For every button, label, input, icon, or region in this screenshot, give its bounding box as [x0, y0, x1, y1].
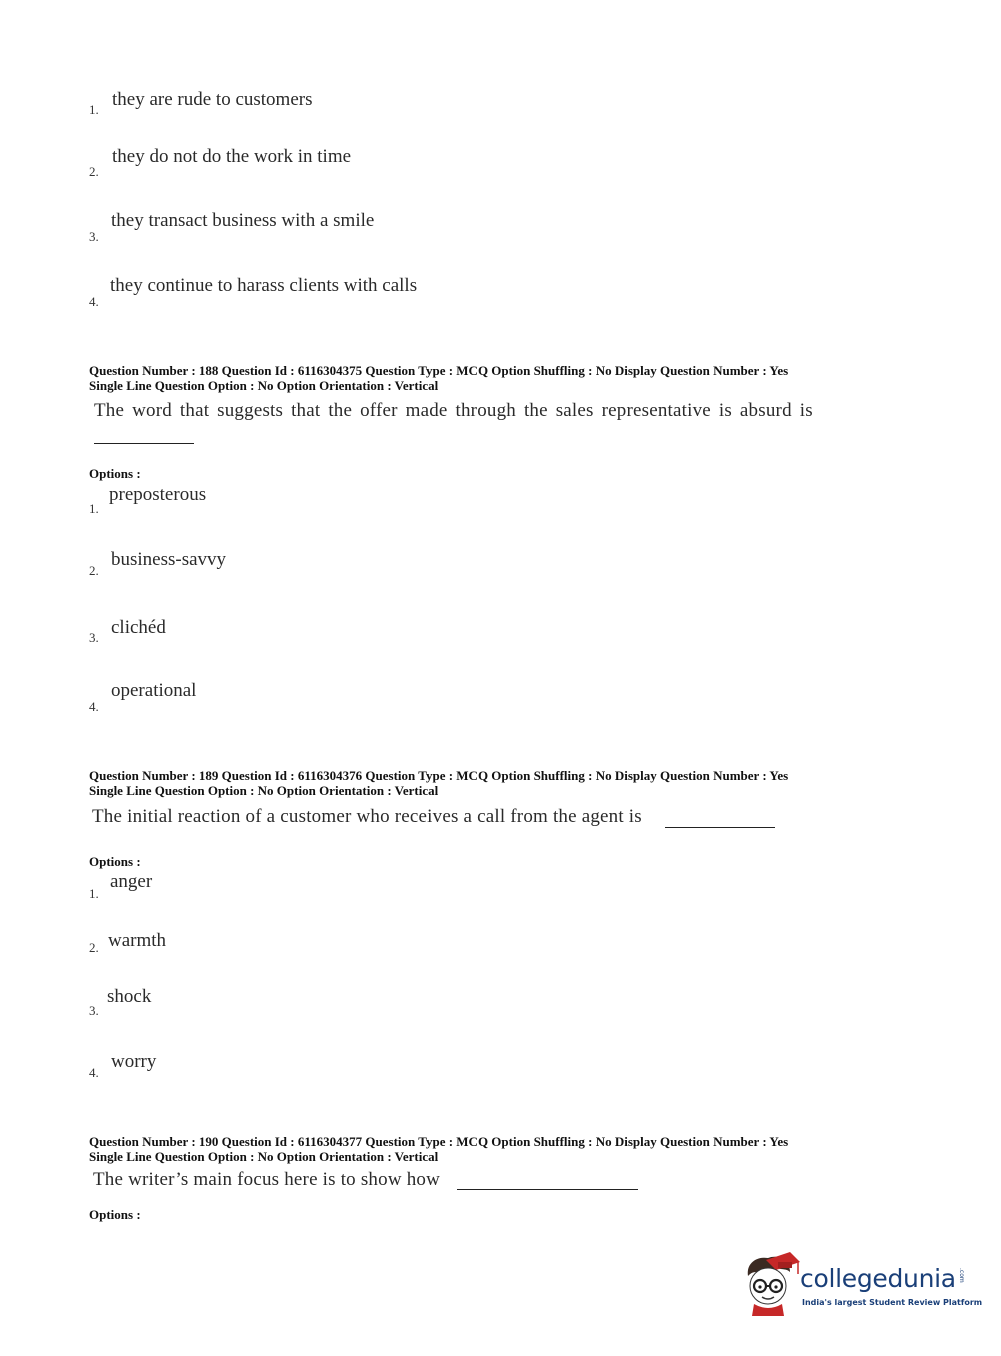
- options-label: Options :: [89, 854, 141, 869]
- option-text: operational: [111, 680, 197, 701]
- question-meta-line-2: Single Line Question Option : No Option Orientation : Vertical: [89, 1149, 439, 1164]
- option-number: 1.: [89, 501, 99, 516]
- answer-blank: [94, 443, 194, 444]
- answer-blank: [457, 1189, 638, 1190]
- option-number: 2.: [89, 563, 99, 578]
- option-number: 2.: [89, 164, 99, 179]
- option-text: business-savvy: [111, 549, 227, 570]
- option-number: 4.: [89, 294, 99, 309]
- options-label: Options :: [89, 1207, 141, 1222]
- option-number: 2.: [89, 940, 99, 955]
- option-number: 4.: [89, 699, 99, 714]
- question-meta: [89, 1134, 788, 1164]
- option-text: worry: [111, 1051, 157, 1072]
- option-text: shock: [107, 986, 152, 1007]
- option-text: they are rude to customers: [112, 89, 313, 110]
- option-text: warmth: [108, 930, 167, 951]
- collegedunia-logo: [740, 1250, 983, 1316]
- logo-tagline: India's largest Student Review Platform: [802, 1298, 983, 1307]
- option-text: clichéd: [111, 617, 166, 638]
- mascot-icon: [740, 1250, 802, 1316]
- logo-com: .com: [958, 1268, 965, 1283]
- question-meta: [89, 768, 788, 798]
- option-text: anger: [110, 871, 153, 892]
- option-text: they transact business with a smile: [111, 210, 375, 231]
- option-text: preposterous: [109, 484, 207, 505]
- option-number: 4.: [89, 1065, 99, 1080]
- logo-wordmark: collegedunia: [800, 1264, 956, 1293]
- question-meta-line-1: Question Number : 189 Question Id : 6116304376 Question Type : MCQ Option Shuffling : No Display Question Number : Yes: [89, 768, 789, 783]
- option-text: they continue to harass clients with calls: [110, 275, 418, 296]
- option-number: 3.: [89, 630, 99, 645]
- question-text: The word that suggests that the offer made through the sales representative is absurd is: [94, 400, 813, 421]
- option-number: 1.: [89, 886, 99, 901]
- options-label: Options :: [89, 466, 141, 481]
- answer-blank: [665, 827, 775, 828]
- option-number: 3.: [89, 1003, 99, 1018]
- option-number: 1.: [89, 102, 99, 117]
- question-text: The initial reaction of a customer who receives a call from the agent is: [92, 806, 642, 827]
- question-meta-line-1: Question Number : 190 Question Id : 6116304377 Question Type : MCQ Option Shuffling : No Display Question Number : Yes: [89, 1134, 789, 1149]
- question-text: The writer’s main focus here is to show how: [93, 1169, 441, 1190]
- question-meta: [89, 363, 788, 393]
- question-meta-line-2: Single Line Question Option : No Option Orientation : Vertical: [89, 378, 439, 393]
- question-meta-line-1: Question Number : 188 Question Id : 6116304375 Question Type : MCQ Option Shuffling : No Display Question Number : Yes: [89, 363, 789, 378]
- option-text: they do not do the work in time: [112, 146, 352, 167]
- option-number: 3.: [89, 229, 99, 244]
- question-meta-line-2: Single Line Question Option : No Option Orientation : Vertical: [89, 783, 439, 798]
